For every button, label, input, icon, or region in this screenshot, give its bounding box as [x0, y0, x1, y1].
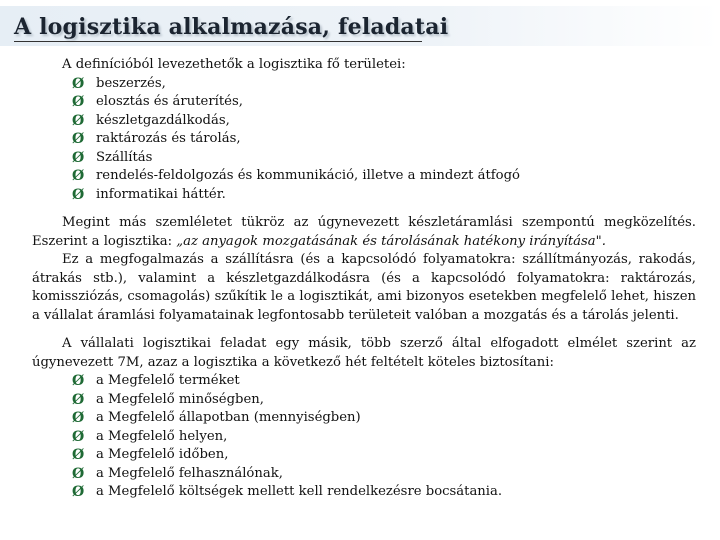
definition-quote: „az anyagok mozgatásának és tárolásának hatékony irányítása". — [176, 233, 606, 249]
arrow-bullet-icon: Ø — [72, 75, 85, 92]
areas-list — [32, 75, 696, 205]
title-underline — [14, 41, 422, 42]
list-item: Ø informatikai háttér. — [72, 186, 226, 203]
list-item: Ø a Megfelelő felhasználónak, — [72, 465, 283, 482]
list-item: Ø rendelés-feldolgozás és kommunikáció, illetve a mindezt átfogó — [72, 168, 520, 184]
list-item: Ø készletgazdálkodás, — [72, 112, 230, 129]
list-item: Ø Szállítás — [72, 149, 153, 166]
paragraph-scope: Ez a megfogalmazás a szállításra (és a kapcsolódó folyamatokra: szállítmányozás, rakodás, átrakás stb.), valamint a készletgazdálkodásra (és a kapcsolódó folyamatokra: raktározás, komissziózás, csomagolás) szűkítik le a logisztikát, ami bizonyos esetekben megfelelő lehet, hiszen a vállalat áramlási folyamatainak legfontosabb területeit valóban a mozgatás és a tárolás jelenti. — [32, 252, 696, 323]
arrow-bullet-icon: Ø — [72, 484, 85, 500]
conditions-list — [32, 372, 696, 502]
arrow-bullet-icon: Ø — [72, 112, 85, 129]
list-item: Ø a Megfelelő költségek mellett kell rendelkezésre bocsátania. — [72, 484, 503, 500]
list-item: Ø a Megfelelő állapotban (mennyiségben) — [72, 410, 361, 426]
list-item: Ø raktározás és tárolás, — [72, 131, 241, 147]
paragraph-7m: A vállalati logisztikai feladat egy másik, több szerző által elfogadott elmélet szerint az úgynevezett 7M, azaz a logisztika a következő hét feltételt köteles biztosítani: — [32, 336, 696, 370]
list-item: Ø a Megfelelő minőségben, — [72, 391, 264, 408]
arrow-bullet-icon: Ø — [72, 186, 85, 203]
list-item: Ø a Megfelelő helyen, — [72, 428, 228, 445]
list-item: Ø beszerzés, — [72, 75, 166, 92]
page-title: A logisztika alkalmazása, feladatai — [14, 14, 449, 40]
list-item: Ø elosztás és áruterítés, — [72, 94, 243, 110]
slide-body — [32, 56, 696, 502]
arrow-bullet-icon: Ø — [72, 410, 85, 426]
paragraph-definition: Megint más szemléletet tükröz az úgynevezett készletáramlási szempontú megközelítés. Eszerint a logisztika: „az anyagok mozgatásának és tárolásának hatékony irányítása". — [32, 215, 696, 249]
arrow-bullet-icon: Ø — [72, 447, 85, 463]
arrow-bullet-icon: Ø — [72, 149, 85, 166]
title-area — [0, 0, 720, 48]
list-item: Ø a Megfelelő időben, — [72, 447, 229, 463]
list-item: Ø a Megfelelő terméket — [72, 373, 240, 389]
arrow-bullet-icon: Ø — [72, 373, 85, 389]
intro-text: A definícióból levezethetők a logisztika fő területei: — [62, 57, 406, 72]
arrow-bullet-icon: Ø — [72, 131, 85, 147]
arrow-bullet-icon: Ø — [72, 168, 85, 184]
arrow-bullet-icon: Ø — [72, 465, 85, 482]
arrow-bullet-icon: Ø — [72, 94, 85, 110]
arrow-bullet-icon: Ø — [72, 428, 85, 445]
arrow-bullet-icon: Ø — [72, 391, 85, 408]
